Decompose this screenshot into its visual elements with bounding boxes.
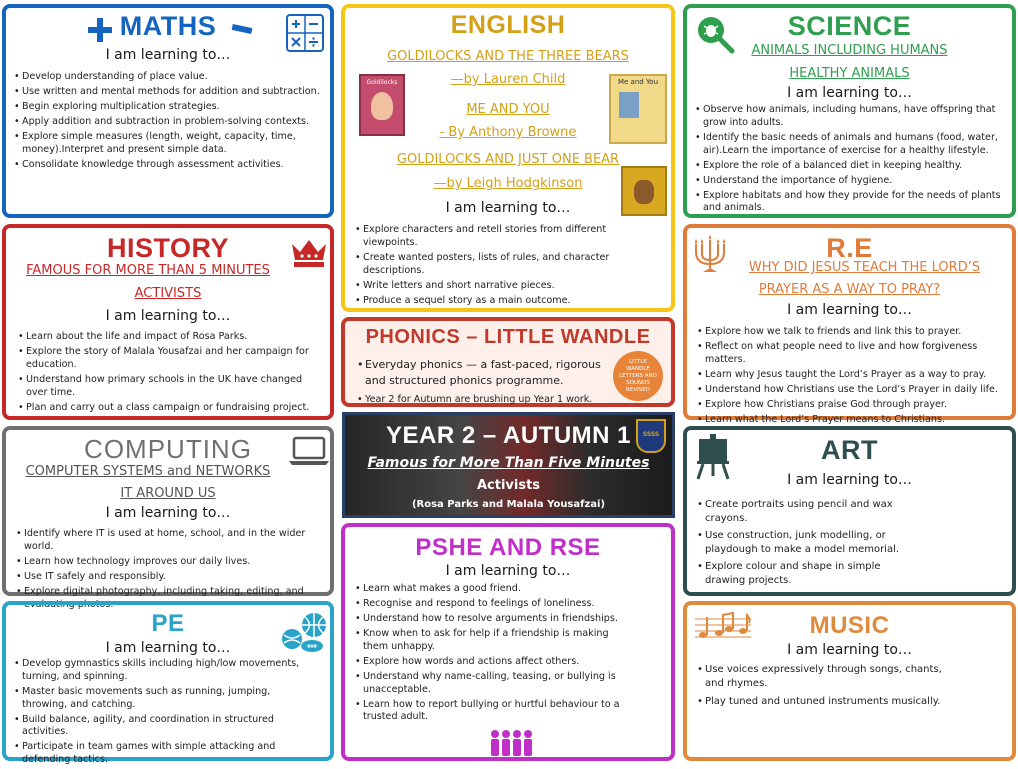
english-panel [341,4,675,312]
re-list [697,326,1004,429]
music-list [697,663,948,711]
english-book-1: GOLDILOCKS AND THE THREE BEARS [387,49,629,64]
pshe-title: PSHE AND RSE [415,534,601,561]
list-item: • Explore the role of a balanced diet in keeping healthy. [695,160,1004,173]
topic-banner [342,412,675,518]
pe-title: PE [151,610,185,637]
history-sub-1: FAMOUS FOR MORE THAN 5 MINUTES [26,263,270,278]
list-item: • Master basic movements such as running, jumping, throwing, and catching. [14,686,314,712]
list-item: • Understand how Christians use the Lord’s Prayer in daily life. [697,384,1004,397]
list-item: • Explore simple measures (length, weight, capacity, time, money).Interpret and present simple data. [14,131,322,157]
list-item: • Recognise and respond to feelings of loneliness. [355,598,633,611]
computing-sub-1: COMPUTER SYSTEMS and NETWORKS [25,464,271,479]
history-learning-heading: I am learning to… [105,308,231,324]
list-item: • Learn what makes a good friend. [355,583,633,596]
maths-list [14,71,322,174]
history-title: HISTORY [106,233,230,263]
re-sub-1: WHY DID JESUS TEACH THE LORD’S [748,260,981,275]
computing-title: COMPUTING [84,434,252,464]
list-item: • Create wanted posters, lists of rules, and character descriptions. [355,252,661,278]
pe-panel [2,601,334,766]
little-wandle-logo: LITTLE WANDLE LETTERS AND SOUNDS REVISED [613,351,663,401]
list-item: • Develop gymnastics skills including high/low movements, turning, and spinning. [14,658,314,684]
computing-learning-heading: I am learning to… [105,505,231,521]
science-panel [683,4,1016,218]
list-item: • Plan and carry out a class campaign or fundraising project. [18,402,320,415]
list-item: • Reflect on what people need to live and how forgiveness matters. [697,341,1004,367]
phonics-list [357,357,611,409]
laptop-icon [288,436,330,466]
banner-sub: Activists [476,478,541,493]
pshe-list [355,583,633,726]
list-item: • Understand why name-calling, teasing, or bullying is unacceptable. [355,671,633,697]
people-group-icon [489,729,533,757]
list-item: • Year 2 for Autumn are brushing up Year 1 work. [357,393,611,407]
pe-list [14,658,314,769]
maths-panel [2,4,334,218]
english-learning-heading: I am learning to… [445,200,571,216]
music-panel [683,601,1016,761]
list-item: • Learn why Jesus taught the Lord’s Prayer as a way to pray. [697,369,1004,382]
science-sub-2: HEALTHY ANIMALS [789,66,910,81]
list-item: • Create portraits using pencil and wax crayons. [697,498,922,526]
science-sub-1: ANIMALS INCLUDING HUMANS [751,43,948,58]
english-list [355,224,661,310]
list-item: • Explore how Christians praise God through prayer. [697,399,1004,412]
list-item: • Explore colour and shape in simple drawing projects. [697,560,922,588]
list-item: • Develop understanding of place value. [14,71,322,84]
english-book-2: ME AND YOU [466,102,550,117]
list-item: • Use IT safely and responsibly. [16,571,322,584]
list-item: • Learn how technology improves our daily lives. [16,556,322,569]
list-item: • Build balance, agility, and coordination in structured activities. [14,714,314,740]
english-title: ENGLISH [450,11,566,39]
pe-learning-heading: I am learning to… [105,640,231,656]
list-item: • Identify where IT is used at home, school, and in the wider world. [16,528,322,554]
list-item: • Learn how to report bullying or hurtful behaviour to a trusted adult. [355,699,633,725]
re-panel [683,224,1016,425]
maths-learning-heading: I am learning to… [105,47,231,63]
history-panel [2,224,334,420]
pshe-panel [341,523,675,761]
music-title: MUSIC [809,612,890,639]
list-item: • Explore the story of Malala Yousafzai and her campaign for education. [18,346,320,372]
school-badge: SSSS [636,419,666,453]
re-sub-2: PRAYER AS A WAY TO PRAY? [758,282,941,297]
list-item: • Explore characters and retell stories from different viewpoints. [355,224,661,250]
phonics-panel [341,317,675,407]
list-item: • Everyday phonics — a fast-paced, rigorous and structured phonics programme. [357,357,611,389]
list-item: • Play tuned and untuned instruments musically. [697,695,948,709]
history-list [18,331,320,417]
list-item: • Consolidate knowledge through assessment activities. [14,159,322,172]
computing-panel [2,426,334,610]
list-item: • Explore habitats and how they provide for the needs of plants and animals. [695,190,1004,216]
list-item: • Apply addition and subtraction in problem-solving contexts. [14,116,322,129]
english-book-3: GOLDILOCKS AND JUST ONE BEAR [396,152,620,167]
music-learning-heading: I am learning to… [787,642,912,658]
art-panel [683,426,1016,596]
re-title: R.E [826,233,873,263]
list-item: • Write letters and short narrative pieces. [355,280,661,293]
history-sub-2: ACTIVISTS [134,286,202,301]
list-item: • Produce a sequel story as a main outcome. [355,295,661,308]
list-item: • Know when to ask for help if a friendship is making them unhappy. [355,628,633,654]
list-item: • Participate in team games with simple attacking and defending tactics. [14,741,314,767]
list-item: • Learn what the Lord’s Prayer means to Christians. [697,414,1004,427]
re-learning-heading: I am learning to… [787,302,912,318]
maths-title: MATHS [119,11,217,41]
banner-topic: Famous for More Than Five Minutes [367,455,650,471]
list-item: • Explore how words and actions affect others. [355,656,633,669]
computing-sub-2: IT AROUND US [120,486,216,501]
list-item: • Understand the importance of hygiene. [695,175,1004,188]
list-item: • Explore digital photography, including taking, editing, and evaluating photos. [16,586,322,612]
list-item: • Use construction, junk modelling, or playdough to make a model memorial. [697,529,922,557]
art-list [697,498,922,591]
list-item: • Use written and mental methods for addition and subtraction. [14,86,322,99]
list-item: • Begin exploring multiplication strategies. [14,101,322,114]
english-author-2: - By Anthony Browne [439,125,577,140]
list-item: • Understand how to resolve arguments in friendships. [355,613,633,626]
list-item: • Understand how primary schools in the UK have changed over time. [18,374,320,400]
book-cover-goldilocks: Goldilocks [359,74,405,136]
english-author-1: —by Lauren Child [450,72,566,87]
banner-names: (Rosa Parks and Malala Yousafzai) [411,499,606,510]
list-item: • Use voices expressively through songs, chants, and rhymes. [697,663,948,691]
list-item: • Observe how animals, including humans, have offspring that grow into adults. [695,104,1004,130]
art-title: ART [821,435,878,465]
list-item: • Identify the basic needs of animals and humans (food, water, air).Learn the importance of exercise for a healthy lifestyle. [695,132,1004,158]
science-title: SCIENCE [787,11,912,41]
phonics-title: PHONICS – LITTLE WANDLE [365,326,651,348]
art-learning-heading: I am learning to… [787,472,912,488]
pshe-learning-heading: I am learning to… [445,563,571,579]
list-item: • Learn about the life and impact of Rosa Parks. [18,331,320,344]
list-item: • Explore how we talk to friends and link this to prayer. [697,326,1004,339]
crown-icon [290,236,328,268]
english-author-3: —by Leigh Hodgkinson [433,176,583,191]
science-list [695,104,1004,217]
banner-title: YEAR 2 – AUTUMN 1 [386,422,631,449]
science-learning-heading: I am learning to… [787,85,912,101]
book-cover-me-and-you: Me and You [609,74,667,144]
